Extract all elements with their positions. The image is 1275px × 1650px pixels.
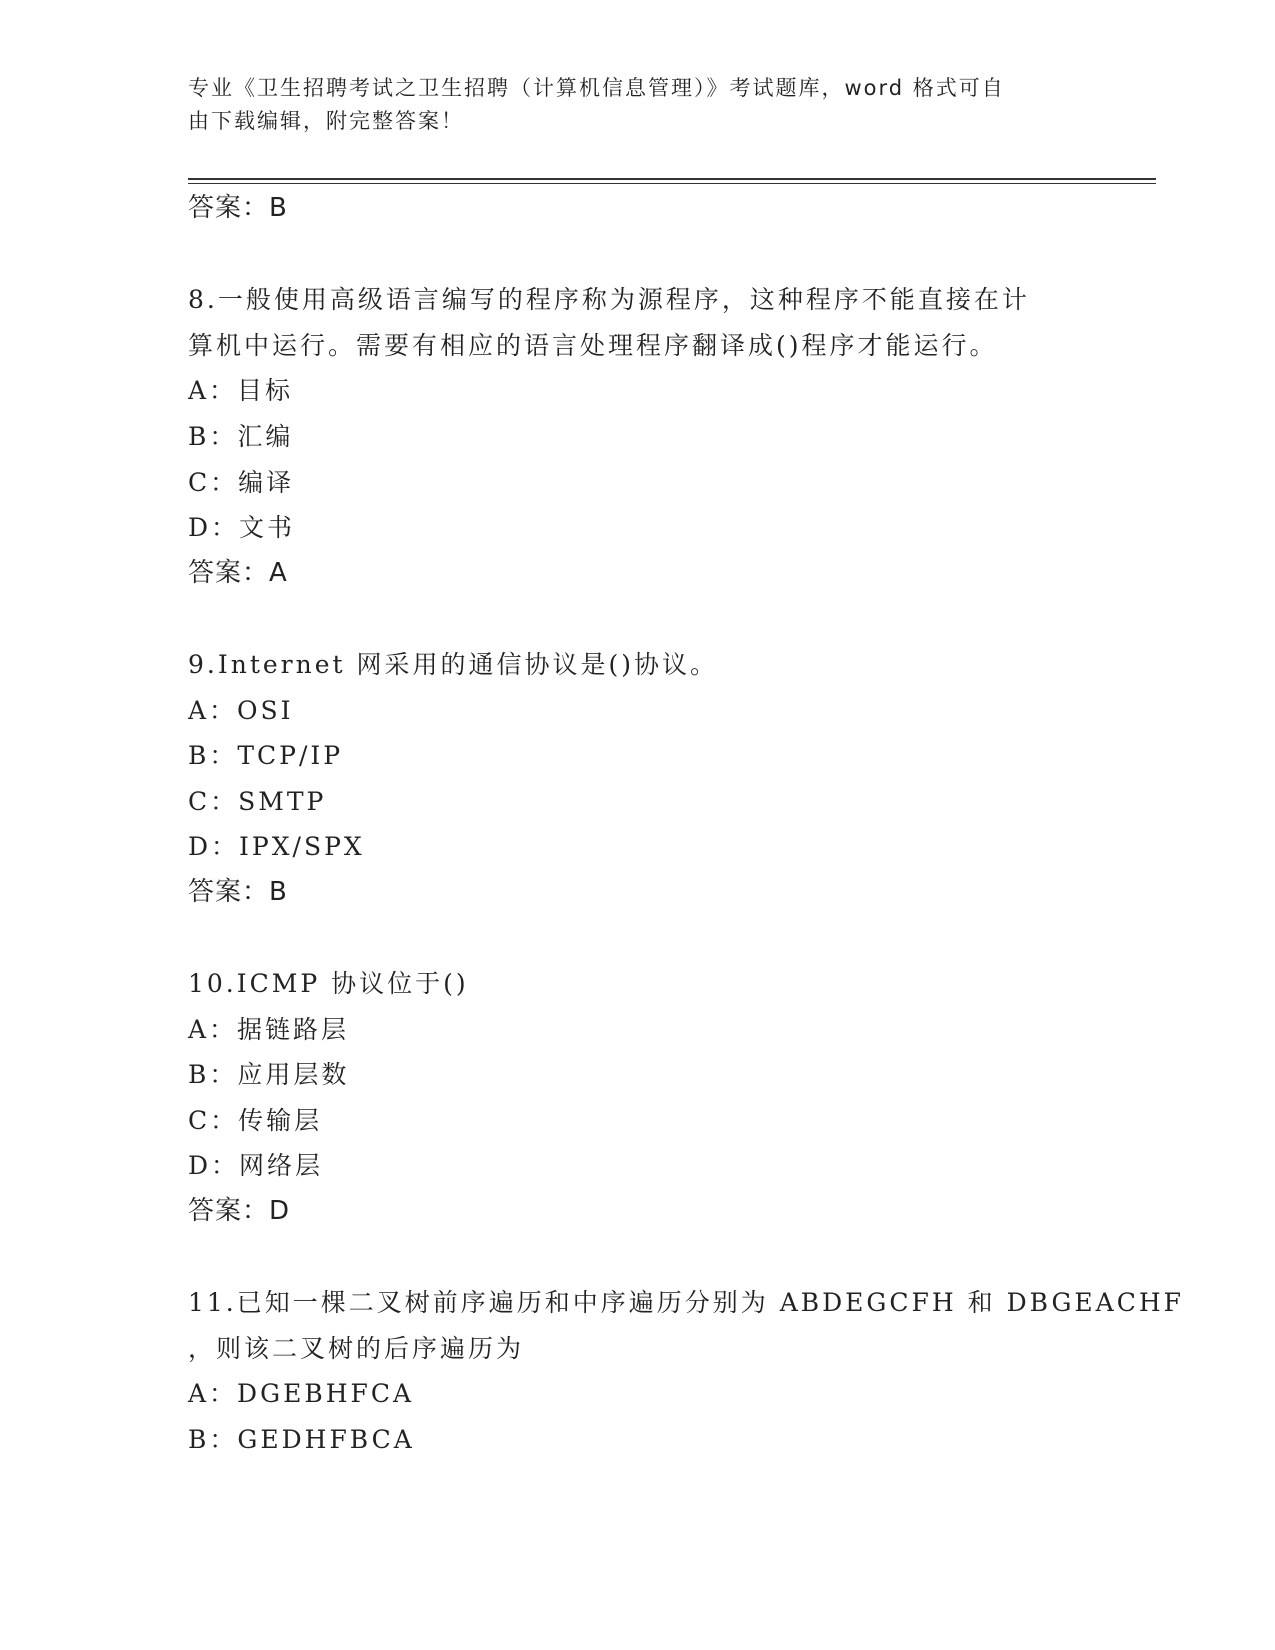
- answer-9: 答案：B: [188, 876, 288, 907]
- option-d: D：文书: [188, 513, 296, 543]
- option-a: A：OSI: [188, 695, 294, 725]
- answer-10: 答案：D: [188, 1196, 291, 1227]
- option-c: C：编译: [188, 467, 295, 497]
- header-rule-thin: [188, 183, 1156, 184]
- header-line-1: 专业《卫生招聘考试之卫生招聘（计算机信息管理）》考试题库，word 格式可自: [188, 76, 1005, 100]
- question-stem: 8.一般使用高级语言编写的程序称为源程序，这种程序不能直接在计: [188, 285, 1030, 315]
- question-10: [188, 961, 1088, 1235]
- question-stem: 算机中运行。需要有相应的语言处理程序翻译成()程序才能运行。: [188, 330, 998, 360]
- option-d: D：IPX/SPX: [188, 832, 365, 862]
- option-b: B：汇编: [188, 421, 294, 451]
- option-b: B：应用层数: [188, 1060, 350, 1090]
- question-stem: 10.ICMP 协议位于(): [188, 969, 469, 999]
- document-header: [188, 72, 1088, 138]
- question-11: [188, 1280, 1184, 1462]
- answer-8: 答案：A: [188, 557, 288, 588]
- option-c: C：传输层: [188, 1105, 323, 1135]
- spacer: [188, 232, 1088, 278]
- option-a: A：DGEBHFCA: [188, 1379, 415, 1409]
- answer-previous: 答案：B: [188, 193, 288, 223]
- document-body: [188, 186, 1184, 1463]
- question-stem: 9.Internet 网采用的通信协议是()协议。: [188, 649, 719, 679]
- option-a: A：据链路层: [188, 1014, 350, 1044]
- header-line-2: 由下载编辑，附完整答案！: [188, 109, 464, 133]
- option-b: B：GEDHFBCA: [188, 1425, 415, 1455]
- question-stem: 11.已知一棵二叉树前序遍历和中序遍历分别为 ABDEGCFH 和 DBGEACHF: [188, 1288, 1184, 1318]
- option-c: C：SMTP: [188, 786, 327, 816]
- question-9: [188, 642, 1088, 916]
- option-a: A：目标: [188, 376, 294, 406]
- question-8: [188, 277, 1088, 596]
- header-rule-thick: [188, 178, 1156, 180]
- question-stem: ，则该二叉树的后序遍历为: [188, 1333, 525, 1363]
- option-d: D：网络层: [188, 1151, 324, 1181]
- spacer: [188, 1235, 1088, 1281]
- option-b: B：TCP/IP: [188, 741, 344, 771]
- spacer: [188, 916, 1088, 962]
- spacer: [188, 596, 1088, 642]
